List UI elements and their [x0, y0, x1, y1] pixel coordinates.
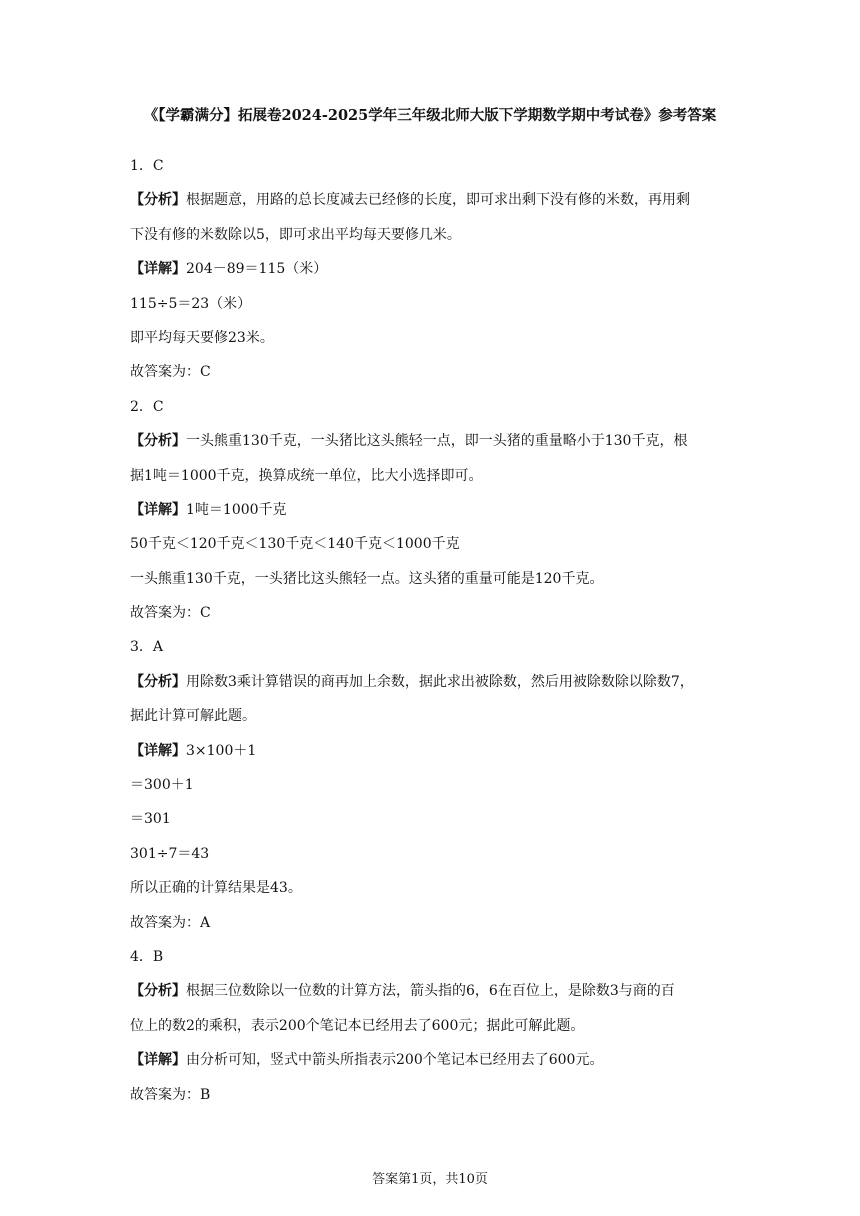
detail-line: [130, 259, 734, 279]
analysis-label: 【分析】: [130, 983, 186, 1000]
page-title: 《【学霸满分】拓展卷2024-2025学年三年级北师大版下学期数学期中考试卷》参考答案: [143, 107, 717, 124]
analysis-text: 根据三位数除以一位数的计算方法，箭头指的6，6在百位上，是除数3与商的百: [186, 983, 675, 1000]
question-2: [130, 397, 734, 623]
detail-label: 【详解】: [130, 261, 186, 278]
detail-label: 【详解】: [130, 501, 186, 518]
answer-content: [130, 156, 734, 1105]
question-number: 4．B: [130, 948, 164, 965]
detail-text: ＝300＋1: [130, 777, 194, 794]
detail-text: 50千克＜120千克＜130千克＜140千克＜1000千克: [130, 536, 460, 553]
analysis-line: [130, 431, 734, 451]
analysis-text: 据此计算可解此题。: [130, 708, 256, 725]
question-number: 1．C: [130, 158, 164, 174]
analysis-text: 用除数3乘计算错误的商再加上余数，据此求出被除数，然后用被除数除以除数7，: [186, 673, 694, 690]
answer-line: 故答案为：B: [130, 1086, 211, 1103]
question-number: 2．C: [130, 398, 164, 415]
analysis-line: [130, 672, 734, 692]
analysis-text: 位上的数2的乘积，表示200个笔记本已经用去了600元；据此可解此题。: [130, 1017, 585, 1034]
detail-text: ＝301: [130, 811, 171, 828]
question-3: [130, 637, 734, 932]
analysis-text: 下没有修的米数除以5，即可求出平均每天要修几米。: [130, 226, 461, 243]
answer-line: 故答案为：C: [130, 364, 211, 381]
answer-line: 故答案为：A: [130, 914, 211, 931]
detail-line: [130, 1050, 734, 1070]
page-footer: 答案第1页，共10页: [372, 1172, 488, 1187]
analysis-label: 【分析】: [130, 673, 186, 690]
analysis-text: 一头熊重130千克，一头猪比这头熊轻一点，即一头猪的重量略小于130千克，根: [186, 433, 688, 450]
analysis-text: 据1吨＝1000千克，换算成统一单位，比大小选择即可。: [130, 467, 483, 484]
analysis-line: [130, 190, 734, 210]
detail-line: [130, 741, 734, 761]
analysis-label: 【分析】: [130, 192, 186, 209]
analysis-label: 【分析】: [130, 433, 186, 450]
detail-text: 301÷7＝43: [130, 845, 210, 862]
detail-text: 3×100＋1: [186, 742, 257, 759]
detail-label: 【详解】: [130, 742, 186, 759]
detail-text: 115÷5＝23（米）: [130, 295, 252, 312]
analysis-text: 根据题意，用路的总长度减去已经修的长度，即可求出剩下没有修的米数，再用剩: [186, 192, 690, 209]
analysis-line: [130, 981, 734, 1001]
detail-label: 【详解】: [130, 1052, 186, 1069]
detail-text: 204－89＝115（米）: [186, 261, 328, 278]
question-4: [130, 947, 734, 1105]
detail-line: [130, 500, 734, 520]
detail-text: 一头熊重130千克，一头猪比这头熊轻一点。这头猪的重量可能是120千克。: [130, 570, 604, 587]
detail-text: 所以正确的计算结果是43。: [130, 880, 302, 897]
detail-text: 1吨＝1000千克: [186, 501, 287, 518]
question-1: [130, 156, 734, 382]
answer-line: 故答案为：C: [130, 605, 211, 622]
detail-text: 即平均每天要修23米。: [130, 329, 274, 346]
detail-text: 由分析可知，竖式中箭头所指表示200个笔记本已经用去了600元。: [186, 1052, 604, 1069]
question-number: 3．A: [130, 639, 164, 656]
